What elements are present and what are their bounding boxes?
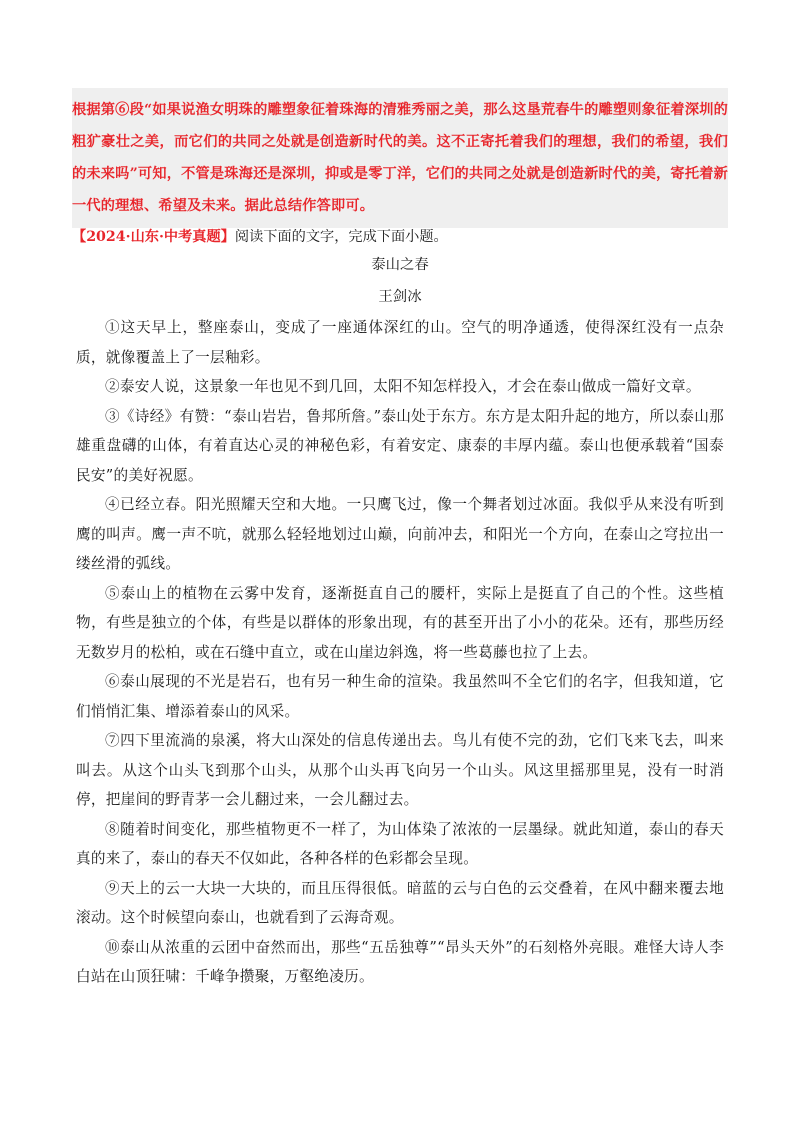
- answer-explanation-text: 根据第⑥段“如果说渔女明珠的雕塑象征着珠海的清雅秀丽之美，那么这垦荒春牛的雕塑则象征着深圳的粗犷豪壮之美，而它们的共同之处就是创造新时代的美。这不正寄托着我们的理想，我们的希望，我们的未来吗”可知，不管是珠海还是深圳，抑或是零丁洋，它们的共同之处就是创造新时代的美，寄托着新一代的理想、希望及未来。据此总结作答即可。: [72, 102, 728, 214]
- exam-source-tag: 【2024·山东·中考真题】: [72, 229, 235, 245]
- article-paragraph: ④已经立春。阳光照耀天空和大地。一只鹰飞过，像一个舞者划过冰面。我似乎从来没有听到鹰的叫声。鹰一声不吭，就那么轻轻地划过山巅，向前冲去，和阳光一个方向，在泰山之穹拉出一缕丝滑的弧线。: [76, 496, 724, 572]
- article-title: 泰山之春: [371, 257, 429, 273]
- reading-instruction: 阅读下面的文字，完成下面小题。: [234, 229, 448, 245]
- article-paragraph: ②泰安人说，这景象一年也见不到几回，太阳不知怎样投入，才会在泰山做成一篇好文章。: [105, 378, 701, 395]
- article-paragraph: ⑧随着时间变化，那些植物更不一样了，为山体染了浓浓的一层墨绿。就此知道，泰山的春天真的来了，泰山的春天不仅如此，各种各样的色彩都会呈现。: [76, 820, 724, 867]
- article-paragraph: ⑦四下里流淌的泉溪，将大山深处的信息传递出去。鸟儿有使不完的劲，它们飞来飞去，叫来叫去。从这个山头飞到那个山头，从那个山头再飞向另一个山头。风这里摇那里晃，没有一时消停，把崖间的野青茅一会儿翻过来，一会儿翻过去。: [76, 732, 724, 808]
- answer-explanation-box: [72, 88, 728, 228]
- article-paragraph: ③《诗经》有赞：“泰山岩岩，鲁邦所詹。”泰山处于东方。东方是太阳升起的地方，所以泰山那雄重盘礴的山体，有着直达心灵的神秘色彩，有着安定、康泰的丰厚内蕴。泰山也便承载着“国泰民安”的美好祝愿。: [76, 407, 724, 484]
- article-body: [76, 313, 724, 992]
- article-paragraph: ⑤泰山上的植物在云雾中发育，逐渐挺直自己的腰杆，实际上是挺直了自己的个性。这些植物，有些是独立的个体，有些是以群体的形象出现，有的甚至开出了小小的花朵。还有，那些历经无数岁月的松柏，或在石缝中直立，或在山崖边斜逸，将一些葛藤也拉了上去。: [76, 584, 724, 661]
- article-author: 王剑冰: [378, 289, 422, 305]
- question-source-line: [72, 226, 728, 248]
- article-paragraph: ①这天早上，整座泰山，变成了一座通体深红的山。空气的明净通透，使得深红没有一点杂质，就像覆盖上了一层釉彩。: [76, 319, 724, 366]
- article-paragraph: ⑨天上的云一大块一大块的，而且压得很低。暗蓝的云与白色的云交叠着，在风中翻来覆去地滚动。这个时候望向泰山，也就看到了云海奇观。: [76, 879, 724, 926]
- article-paragraph: ⑩泰山从浓重的云团中奋然而出，那些“五岳独尊”“昂头天外”的石刻格外亮眼。难怪大诗人李白站在山顶狂啸：千峰争攒聚，万壑绝凌历。: [76, 938, 724, 985]
- article-paragraph: ⑥泰山展现的不光是岩石，也有另一种生命的渲染。我虽然叫不全它们的名字，但我知道，它们悄悄汇集、增添着泰山的风采。: [76, 673, 724, 720]
